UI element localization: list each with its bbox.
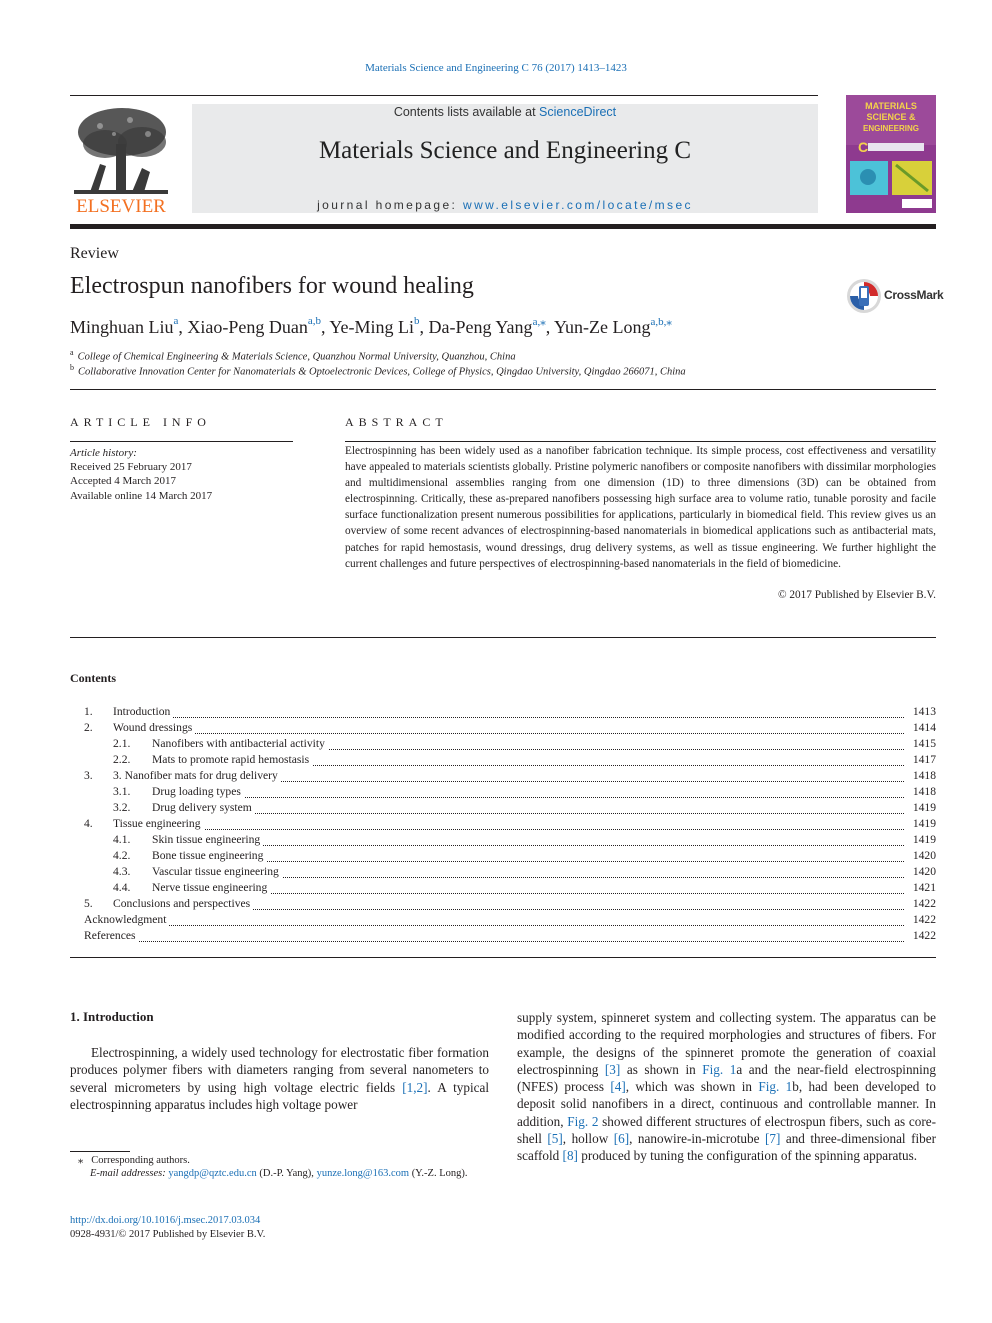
affiliation-rule (70, 389, 936, 390)
affiliation-key: a (70, 348, 74, 357)
elsevier-wordmark: ELSEVIER (76, 196, 166, 216)
corresponding-text: Corresponding authors. (91, 1155, 190, 1166)
paragraph-text: showed different structures of electrospun fibers, such as core-shell (517, 1113, 936, 1147)
author-list (70, 317, 672, 338)
article-type: Review (70, 245, 119, 262)
received-date: Received 25 February 2017 (70, 461, 192, 473)
author-affiliation-mark[interactable]: a,b (307, 315, 322, 327)
citation-link[interactable]: [8] (562, 1148, 578, 1164)
paragraph-text: , which was shown in (625, 1079, 759, 1095)
toc-entry[interactable] (70, 753, 936, 769)
email-label: E-mail addresses: (90, 1168, 166, 1179)
contents-prefix: Contents lists available at (393, 105, 540, 119)
article-history-label: Article history: (70, 447, 137, 459)
journal-cover-image (846, 95, 936, 213)
citation-link[interactable]: Fig. 1 (702, 1061, 737, 1077)
author-affiliation-mark[interactable]: a,b,⁎ (650, 316, 672, 328)
toc-entry-number: 2.2. (113, 753, 131, 766)
svg-text:ENGINEERING: ENGINEERING (862, 124, 920, 133)
author-separator: , (321, 317, 330, 337)
toc-entry-number: 4.2. (113, 849, 131, 862)
citation-link[interactable]: [7] (764, 1131, 781, 1147)
contents-bottom-rule (70, 957, 936, 958)
toc-entry-label[interactable]: Vascular tissue engineering (152, 865, 282, 878)
issn-line: 0928-4931/© 2017 Published by Elsevier B.V. (70, 1229, 266, 1240)
toc-entry-label[interactable]: Nanofibers with antibacterial activity (152, 737, 328, 750)
toc-entry[interactable] (70, 801, 936, 817)
footnote-rule (70, 1151, 130, 1152)
toc-entry-number: 4.3. (113, 865, 131, 878)
toc-entry-label[interactable]: Nerve tissue engineering (152, 881, 270, 894)
toc-entry-page: 1422 (907, 913, 936, 926)
journal-reference[interactable]: Materials Science and Engineering C 76 (2017) 1413–1423 (365, 62, 627, 74)
citation-link[interactable]: [1,2] (402, 1079, 428, 1095)
journal-cover-thumbnail[interactable] (846, 95, 936, 213)
email-owner: (Y.-Z. Long). (409, 1168, 468, 1179)
author-separator: , (178, 317, 188, 337)
toc-entry-number: 2.1. (113, 737, 131, 750)
toc-entry-page: 1422 (907, 929, 936, 942)
toc-entry-label[interactable]: Introduction (113, 705, 173, 718)
paragraph-text: Electrospinning, a widely used technology for electrostatic fiber formation produces polymer fibers with diameters ranging from several nanometers to several micrometers by using high voltage electric fields (70, 1045, 489, 1095)
affiliation-text: Collaborative Innovation Center for Nanomaterials & Optoelectronic Devices, College of Physics, Qingdao University, Qingdao 266071, China (78, 366, 686, 378)
abstract-rule (345, 441, 936, 442)
toc-leader-dots (117, 829, 904, 830)
toc-entry-page: 1420 (907, 849, 936, 862)
crossmark-label[interactable]: CrossMark (884, 288, 944, 302)
toc-entry-page: 1417 (907, 753, 936, 766)
author-name[interactable]: Da-Peng Yang (428, 317, 533, 337)
toc-entry-label[interactable]: 3. Nanofiber mats for drug delivery (113, 769, 281, 782)
elsevier-tree-icon (70, 104, 172, 216)
toc-leader-dots (117, 717, 904, 718)
author-name[interactable]: Xiao-Peng Duan (187, 317, 308, 337)
toc-entry-number: 5. (84, 897, 93, 910)
toc-entry[interactable] (70, 737, 936, 753)
toc-leader-dots (117, 733, 904, 734)
toc-entry-number: 4.4. (113, 881, 131, 894)
toc-entry-label[interactable]: Skin tissue engineering (152, 833, 263, 846)
crossmark-icon (846, 278, 882, 314)
toc-entry[interactable] (70, 705, 936, 721)
toc-leader-dots (156, 845, 904, 846)
toc-entry-page: 1421 (907, 881, 936, 894)
toc-entry-number: 3.2. (113, 801, 131, 814)
toc-entry[interactable] (70, 897, 936, 913)
toc-leader-dots (156, 813, 904, 814)
cover-letter: C (858, 139, 869, 155)
journal-banner (192, 104, 818, 213)
toc-entry-label[interactable]: Drug delivery system (152, 801, 255, 814)
toc-entry-number: 2. (84, 721, 93, 734)
toc-entry-number: 1. (84, 705, 93, 718)
asterisk-icon: ⁎ (78, 1155, 84, 1166)
accepted-date: Accepted 4 March 2017 (70, 475, 176, 487)
doi-link[interactable]: http://dx.doi.org/10.1016/j.msec.2017.03.034 (70, 1215, 261, 1226)
toc-entry-page: 1419 (907, 801, 936, 814)
toc-entry-page: 1415 (907, 737, 936, 750)
email-link-long[interactable]: yunze.long@163.com (316, 1168, 410, 1179)
citation-link[interactable]: [6] (613, 1131, 630, 1147)
author-name[interactable]: Ye-Ming Li (329, 317, 415, 337)
online-date: Available online 14 March 2017 (70, 490, 213, 502)
toc-entry-page: 1414 (907, 721, 936, 734)
affiliation-b (70, 363, 686, 378)
toc-entry-label[interactable]: Tissue engineering (113, 817, 204, 830)
toc-entry-page: 1422 (907, 897, 936, 910)
email-owner: (D.-P. Yang), (256, 1168, 317, 1179)
citation-link[interactable]: [4] (610, 1079, 626, 1095)
toc-entry-page: 1418 (907, 785, 936, 798)
citation-link[interactable]: Fig. 2 (567, 1113, 599, 1129)
author-separator: , (419, 317, 429, 337)
toc-entry[interactable] (70, 721, 936, 737)
toc-entry-number: 4.1. (113, 833, 131, 846)
elsevier-logo[interactable] (70, 104, 172, 216)
svg-text:MATERIALS: MATERIALS (865, 101, 917, 111)
email-link-yang[interactable]: yangdp@qztc.edu.cn (168, 1168, 257, 1179)
citation-link[interactable]: [3] (604, 1061, 621, 1077)
toc-entry-label[interactable]: Mats to promote rapid hemostasis (152, 753, 312, 766)
toc-entry[interactable] (70, 849, 936, 865)
introduction-heading: 1. Introduction (70, 1009, 154, 1024)
svg-text:SCIENCE &: SCIENCE & (866, 112, 916, 122)
paragraph-text: and three-dimensional fiber scaffold (517, 1131, 936, 1164)
affiliation-text: College of Chemical Engineering & Materials Science, Quanzhou Normal University, Quanzhou, China (77, 351, 516, 363)
affiliation-key: b (70, 363, 74, 372)
toc-leader-dots (88, 941, 904, 942)
sciencedirect-link[interactable]: ScienceDirect (539, 105, 617, 119)
paragraph-text: produced by tuning the configuration of the spinning apparatus. (577, 1148, 918, 1164)
toc-entry-label[interactable]: Acknowledgment (84, 913, 169, 926)
toc-entry-number: 3. (84, 769, 93, 782)
paragraph-text: supply system, spinneret system and collecting system. The apparatus can be modified according to the required morphologies and structures of fibers. For example, the designs of the spinneret promote the generation of coaxial electrospinning (517, 1010, 936, 1077)
header-thick-rule (70, 224, 936, 229)
toc-entry[interactable] (70, 865, 936, 881)
article-info-rule (70, 441, 293, 442)
toc-leader-dots (88, 925, 904, 926)
journal-name: Materials Science and Engineering C (318, 137, 692, 164)
paragraph-text: a and the near-field electrospinning (NFES) process (517, 1061, 936, 1095)
homepage-prefix: journal homepage: (317, 198, 464, 212)
toc-entry-label[interactable]: Drug loading types (152, 785, 244, 798)
author-separator: , (545, 317, 555, 337)
toc-entry-page: 1419 (907, 817, 936, 830)
abstract-heading: ABSTRACT (345, 415, 448, 429)
introduction-paragraph-right (517, 1009, 936, 1165)
homepage-link[interactable]: www.elsevier.com/locate/msec (463, 198, 693, 212)
paragraph-text: b, had been developed to deposit solid nanofibers in a direct, continuous and controllable manner. In addition, (517, 1079, 936, 1129)
toc-entry-label[interactable]: Conclusions and perspectives (113, 897, 253, 910)
contents-heading: Contents (70, 671, 117, 685)
affiliation-a (70, 348, 516, 363)
author-name[interactable]: Yun-Ze Long (554, 317, 651, 337)
abstract-bottom-rule (70, 637, 936, 638)
author-affiliation-mark[interactable]: b (414, 315, 420, 327)
author-affiliation-mark[interactable]: a,⁎ (532, 316, 546, 328)
toc-leader-dots (156, 797, 904, 798)
toc-entry-label[interactable]: References (84, 929, 139, 942)
toc-entry[interactable] (70, 929, 936, 945)
paragraph-text: , nanowire-in-microtube (629, 1131, 765, 1147)
citation-link[interactable]: Fig. 1 (758, 1079, 793, 1095)
author-name[interactable]: Minghuan Liu (70, 317, 174, 337)
toc-entry-number: 4. (84, 817, 93, 830)
abstract-text: Electrospinning has been widely used as a nanofiber fabrication technique. Its simple process, cost effectiveness and versatility have appealed to materials scientists globally. Pristine polymeric nanofibers or composite nanofibers with dissimilar morphologies and multidimensional assemblies ranging from one dimension (1D) to three dimensions (3D) can be obtained from electrospinning. Critically, these as-prepared nanofibers possessing high surface area to volume ratio, tunable porosity and facile surface functionalization present numerous possibilities for applications, particularly in biomedical field. This review gives us an overview of some recent advances of electrospinning-based nanomaterials in biomedical applications such as antibacterial mats, patches for rapid hemostasis, wound dressings, drug delivery systems, as well as tissue engineering. We further highlight the current challenges and future perspectives of electrospinning-based nanomaterials in the field of biomedicine. (345, 445, 936, 570)
toc-entry[interactable] (70, 833, 936, 849)
header-rule (70, 95, 818, 96)
paragraph-text: . A typical electrospinning apparatus includes high voltage power (70, 1079, 489, 1112)
toc-entry[interactable] (70, 769, 936, 785)
author-affiliation-mark[interactable]: a (173, 315, 179, 327)
toc-entry-label[interactable]: Bone tissue engineering (152, 849, 266, 862)
journal-homepage-line (192, 198, 818, 212)
toc-entry[interactable] (70, 913, 936, 929)
contents-available-line (192, 105, 818, 119)
toc-entry-page: 1418 (907, 769, 936, 782)
paragraph-text: as shown in (620, 1061, 703, 1077)
toc-entry-label[interactable]: Wound dressings (113, 721, 195, 734)
table-of-contents (70, 705, 936, 945)
toc-entry-page: 1420 (907, 865, 936, 878)
email-footnote (90, 1168, 467, 1179)
toc-leader-dots (156, 861, 904, 862)
paragraph-text: , hollow (562, 1131, 614, 1147)
toc-entry[interactable] (70, 817, 936, 833)
toc-entry[interactable] (70, 785, 936, 801)
corresponding-footnote (70, 1154, 190, 1166)
toc-entry-number: 3.1. (113, 785, 131, 798)
abstract-copyright: © 2017 Published by Elsevier B.V. (777, 589, 936, 601)
toc-entry-page: 1413 (907, 705, 936, 718)
toc-entry[interactable] (70, 881, 936, 897)
article-info-heading: ARTICLE INFO (70, 415, 211, 429)
toc-entry-page: 1419 (907, 833, 936, 846)
citation-link[interactable]: [5] (547, 1131, 563, 1147)
article-title: Electrospun nanofibers for wound healing (70, 273, 474, 299)
introduction-paragraph-left (70, 1044, 489, 1113)
